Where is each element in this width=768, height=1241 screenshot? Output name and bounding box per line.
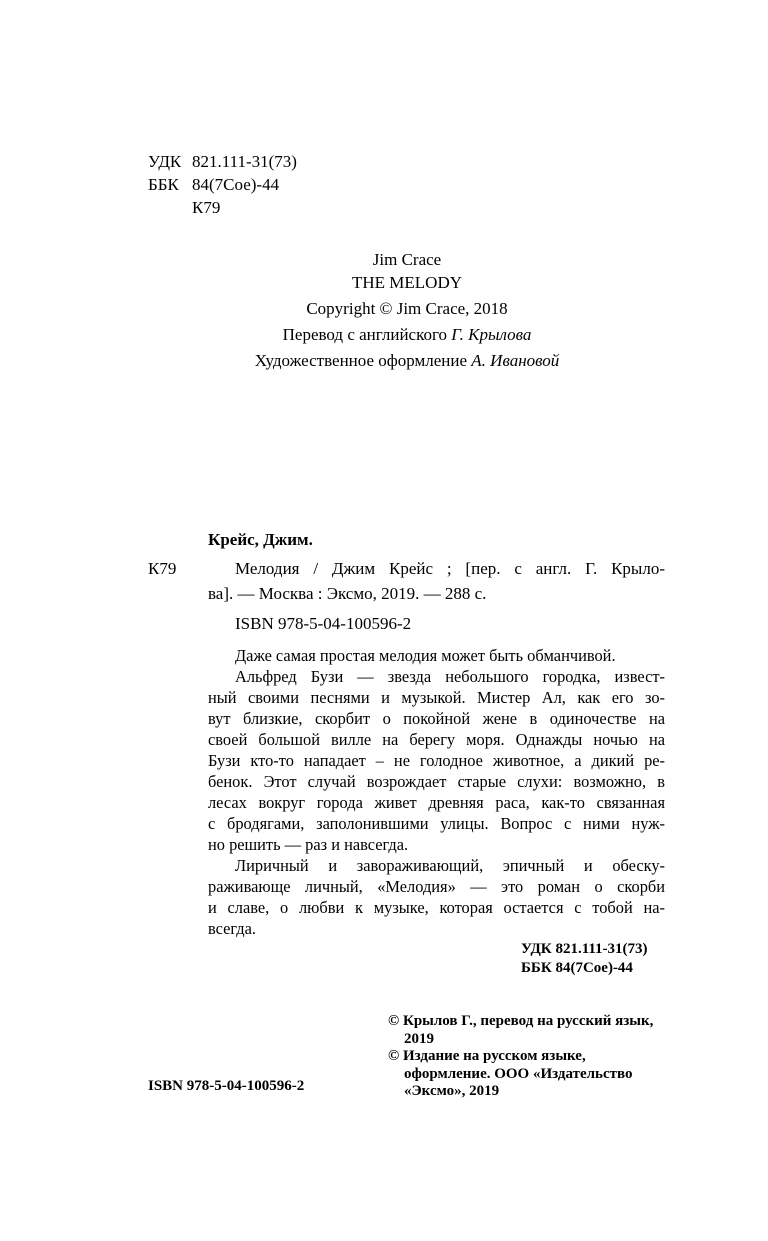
annotation-line: своей большой вилле на берегу моря. Однажды ночью на — [208, 730, 665, 749]
bbk-line — [148, 173, 297, 196]
udk-line — [148, 150, 297, 173]
catalog-entry-line2: ва]. — Москва : Эксмо, 2019. — 288 с. — [208, 584, 487, 603]
classification-block — [148, 150, 297, 219]
bbk-value: 84(7Сое)-44 — [192, 175, 280, 194]
design-prefix: Художественное оформление — [254, 351, 468, 370]
original-author: Jim Crace — [372, 250, 442, 269]
designer-name: А. Ивановой — [471, 351, 560, 370]
annotation-line: бенок. Этот случай возрождает старые слухи: возможно, в — [208, 772, 665, 791]
original-title: THE MELODY — [351, 273, 462, 292]
footer-copyrights — [388, 1013, 673, 1101]
annotation-line: ный своими песнями и музыкой. Мистер Ал, как его зо- — [208, 688, 665, 707]
translation-line — [150, 323, 664, 346]
copyright-edition-line3: «Эксмо», 2019 — [404, 1083, 500, 1099]
annotation-line: раживающе личный, «Мелодия» — это роман о скорби — [208, 877, 665, 896]
translation-prefix: Перевод с английского — [282, 325, 448, 344]
annotation-line: вут близкие, скорбит о покойной жене в одиночестве на — [208, 709, 665, 728]
catalog-isbn: ISBN 978-5-04-100596-2 — [235, 614, 412, 633]
annotation-line: Даже самая простая мелодия может быть обманчивой. — [235, 646, 616, 665]
translator-name: Г. Крылова — [451, 325, 532, 344]
udk-value: 821.111-31(73) — [192, 152, 297, 171]
copyright-translation-line2: 2019 — [404, 1030, 434, 1047]
annotation-line: всегда. — [208, 919, 257, 938]
copyright-edition-line1: © Издание на русском языке, — [388, 1048, 586, 1064]
copyright-edition-line2: оформление. ООО «Издательство — [404, 1065, 633, 1082]
catalog-side-mark: К79 — [148, 559, 177, 578]
annotation-line: лесах вокруг города живет древняя раса, как-то связанная — [208, 793, 665, 812]
bbk-label: ББК — [148, 175, 179, 194]
author-mark-line — [148, 196, 297, 219]
udk-label: УДК — [148, 152, 182, 171]
copyright-translation-line1: © Крылов Г., перевод на русский язык, — [388, 1013, 654, 1029]
annotation-line: но решить — раз и навсегда. — [208, 835, 409, 854]
bbk-bottom: ББК 84(7Сое)-44 — [521, 960, 633, 976]
annotation-line: Бузи кто-то нападает – не голодное животное, а дикий ре- — [208, 751, 665, 770]
footer-isbn: ISBN 978-5-04-100596-2 — [148, 1078, 305, 1094]
catalog-entry-line1: Мелодия / Джим Крейс ; [пер. с англ. Г. Крыло- — [235, 559, 665, 578]
udk-bottom: УДК 821.111-31(73) — [521, 941, 648, 957]
annotation-line: Альфред Бузи — звезда небольшого городка, извест- — [235, 667, 665, 686]
annotation-line: Лиричный и завораживающий, эпичный и обеску- — [235, 856, 665, 875]
catalog-author-heading: Крейс, Джим. — [208, 530, 313, 549]
design-line — [150, 349, 664, 372]
annotation-line: с бродягами, заполонившими улицы. Вопрос с ними нуж- — [208, 814, 665, 833]
author-mark: К79 — [192, 198, 221, 217]
copyright-line: Copyright © Jim Crace, 2018 — [306, 299, 508, 318]
original-edition-block — [150, 248, 664, 372]
annotation-line: и славе, о любви к музыке, которая остается с тобой на- — [208, 898, 665, 917]
